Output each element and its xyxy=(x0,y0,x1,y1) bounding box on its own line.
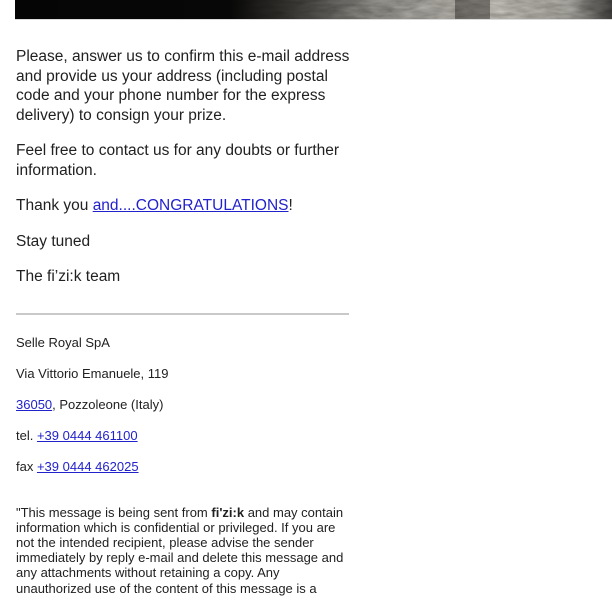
fax-label: fax xyxy=(16,458,37,474)
telephone-link[interactable]: +39 0444 461100 xyxy=(36,427,138,443)
email-content xyxy=(0,20,612,596)
address-street: Via Vittorio Emanuele, 119 xyxy=(16,365,169,381)
paragraph-signoff: The fi’zi:k team xyxy=(16,268,121,285)
address-city-text: , Pozzoleone (Italy) xyxy=(52,396,164,412)
congratulations-link[interactable]: and....CONGRATULATIONS xyxy=(92,197,289,214)
disclaimer-suffix: and may contain information which is confidential or privileged. If you are not the intended recipient, please advise the sender immediately by reply e-mail and delete this message and any attachments without retaining a copy. Any unauthorized use of the content of this message is a xyxy=(16,504,344,596)
signature-block xyxy=(16,335,612,475)
paragraph-thanks xyxy=(16,196,353,216)
message-text xyxy=(16,47,612,287)
telephone-line xyxy=(16,428,353,444)
disclaimer-brand: fi'zi:k xyxy=(211,504,245,520)
postal-code-link[interactable]: 36050 xyxy=(16,396,53,412)
fax-link[interactable]: +39 0444 462025 xyxy=(36,458,139,474)
signature-divider xyxy=(16,313,349,315)
fax-line xyxy=(16,459,353,475)
header-photo xyxy=(15,0,612,20)
disclaimer-prefix: "This message is being sent from xyxy=(16,504,212,520)
legal-disclaimer xyxy=(16,505,357,596)
address-city-line xyxy=(16,397,353,413)
company-name: Selle Royal SpA xyxy=(16,334,110,350)
paragraph-stay-tuned: Stay tuned xyxy=(16,232,91,250)
telephone-label: tel. xyxy=(16,427,37,443)
thanks-suffix: ! xyxy=(288,197,293,214)
header-photo-graphic xyxy=(15,0,612,19)
paragraph-contact-us: Feel free to contact us for any doubts or further information. xyxy=(16,142,340,179)
paragraph-confirm-address: Please, answer us to confirm this e-mail address and provide us your address (including postal code and your phone number for the express delivery) to consign your prize. xyxy=(16,48,350,124)
thanks-prefix: Thank you xyxy=(16,197,93,214)
